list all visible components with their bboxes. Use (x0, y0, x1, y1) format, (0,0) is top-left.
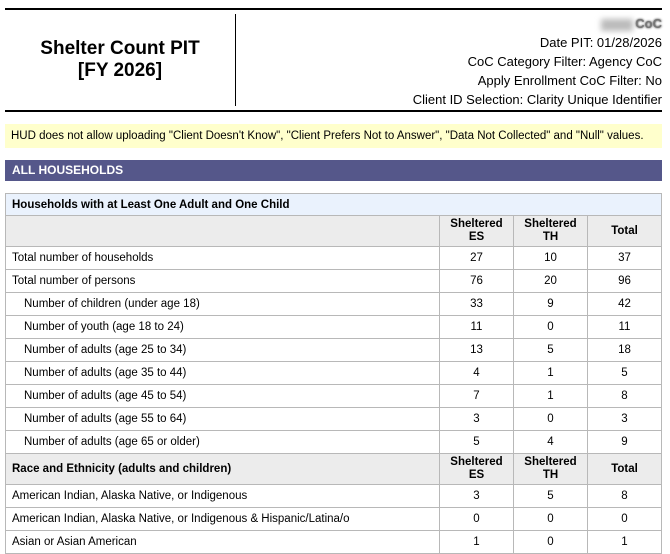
table-row (6, 362, 662, 385)
table-row (6, 270, 662, 293)
row-label: Number of youth (age 18 to 24) (6, 316, 440, 339)
value-th: 5 (514, 485, 588, 508)
row-label: Number of adults (age 65 or older) (6, 431, 440, 454)
table-row (6, 431, 662, 454)
value-th: 0 (514, 408, 588, 431)
value-th: 5 (514, 339, 588, 362)
value-es: 3 (440, 485, 514, 508)
table-row (6, 293, 662, 316)
value-es: 11 (440, 316, 514, 339)
table-row (6, 408, 662, 431)
date-pit: Date PIT: 01/28/2026 (539, 35, 662, 50)
row-label: Number of adults (age 25 to 34) (6, 339, 440, 362)
value-es: 1 (440, 531, 514, 554)
client-id-selection: Client ID Selection: Clarity Unique Identifier (412, 92, 662, 107)
value-total: 42 (588, 293, 662, 316)
value-total: 0 (588, 508, 662, 531)
row-label: Number of adults (age 45 to 54) (6, 385, 440, 408)
value-es: 7 (440, 385, 514, 408)
value-es: 3 (440, 408, 514, 431)
value-th: 0 (514, 508, 588, 531)
race-header-row (6, 454, 662, 485)
value-es: 5 (440, 431, 514, 454)
column-header-row (6, 216, 662, 247)
value-es: 27 (440, 247, 514, 270)
value-th: 0 (514, 531, 588, 554)
table-row (6, 385, 662, 408)
table-row (6, 485, 662, 508)
table-row (6, 508, 662, 531)
table-row (6, 316, 662, 339)
value-es: 0 (440, 508, 514, 531)
value-es: 13 (440, 339, 514, 362)
value-th: 20 (514, 270, 588, 293)
value-th: 9 (514, 293, 588, 316)
value-total: 8 (588, 485, 662, 508)
value-th: 0 (514, 316, 588, 339)
value-total: 96 (588, 270, 662, 293)
row-label: Number of adults (age 35 to 44) (6, 362, 440, 385)
row-label: Asian or Asian American (6, 531, 440, 554)
col-sheltered-th: Sheltered TH (514, 216, 588, 247)
col-sheltered-es: Sheltered ES (440, 454, 514, 485)
col-total: Total (588, 216, 662, 247)
table-title: Households with at Least One Adult and One Child (6, 194, 662, 216)
value-total: 1 (588, 531, 662, 554)
value-th: 10 (514, 247, 588, 270)
value-th: 4 (514, 431, 588, 454)
value-es: 76 (440, 270, 514, 293)
col-total: Total (588, 454, 662, 485)
value-total: 5 (588, 362, 662, 385)
section-header: ALL HOUSEHOLDS (5, 160, 662, 181)
value-th: 1 (514, 362, 588, 385)
report-title: Shelter Count PIT [FY 2026] (5, 14, 236, 106)
table-row (6, 247, 662, 270)
hud-notice: HUD does not allow uploading "Client Doesn't Know", "Client Prefers Not to Answer", "Data Not Collected" and "Null" values. (5, 124, 662, 148)
value-total: 9 (588, 431, 662, 454)
row-label: Total number of households (6, 247, 440, 270)
table-row (6, 531, 662, 554)
report-header (5, 8, 662, 112)
row-label: Number of children (under age 18) (6, 293, 440, 316)
value-es: 4 (440, 362, 514, 385)
value-total: 37 (588, 247, 662, 270)
value-th: 1 (514, 385, 588, 408)
coc-category-filter: CoC Category Filter: Agency CoC (467, 54, 662, 69)
enrollment-coc-filter: Apply Enrollment CoC Filter: No (477, 73, 662, 88)
value-es: 33 (440, 293, 514, 316)
value-total: 8 (588, 385, 662, 408)
row-label: American Indian, Alaska Native, or Indigenous (6, 485, 440, 508)
coc-logo: CoC (601, 14, 662, 33)
value-total: 11 (588, 316, 662, 339)
table-row (6, 339, 662, 362)
households-table (5, 193, 662, 554)
row-label: American Indian, Alaska Native, or Indigenous & Hispanic/Latina/o (6, 508, 440, 531)
row-label: Number of adults (age 55 to 64) (6, 408, 440, 431)
race-header: Race and Ethnicity (adults and children) (6, 454, 440, 485)
value-total: 3 (588, 408, 662, 431)
report-parameters (236, 10, 662, 110)
value-total: 18 (588, 339, 662, 362)
col-sheltered-es: Sheltered ES (440, 216, 514, 247)
col-sheltered-th: Sheltered TH (514, 454, 588, 485)
row-label: Total number of persons (6, 270, 440, 293)
